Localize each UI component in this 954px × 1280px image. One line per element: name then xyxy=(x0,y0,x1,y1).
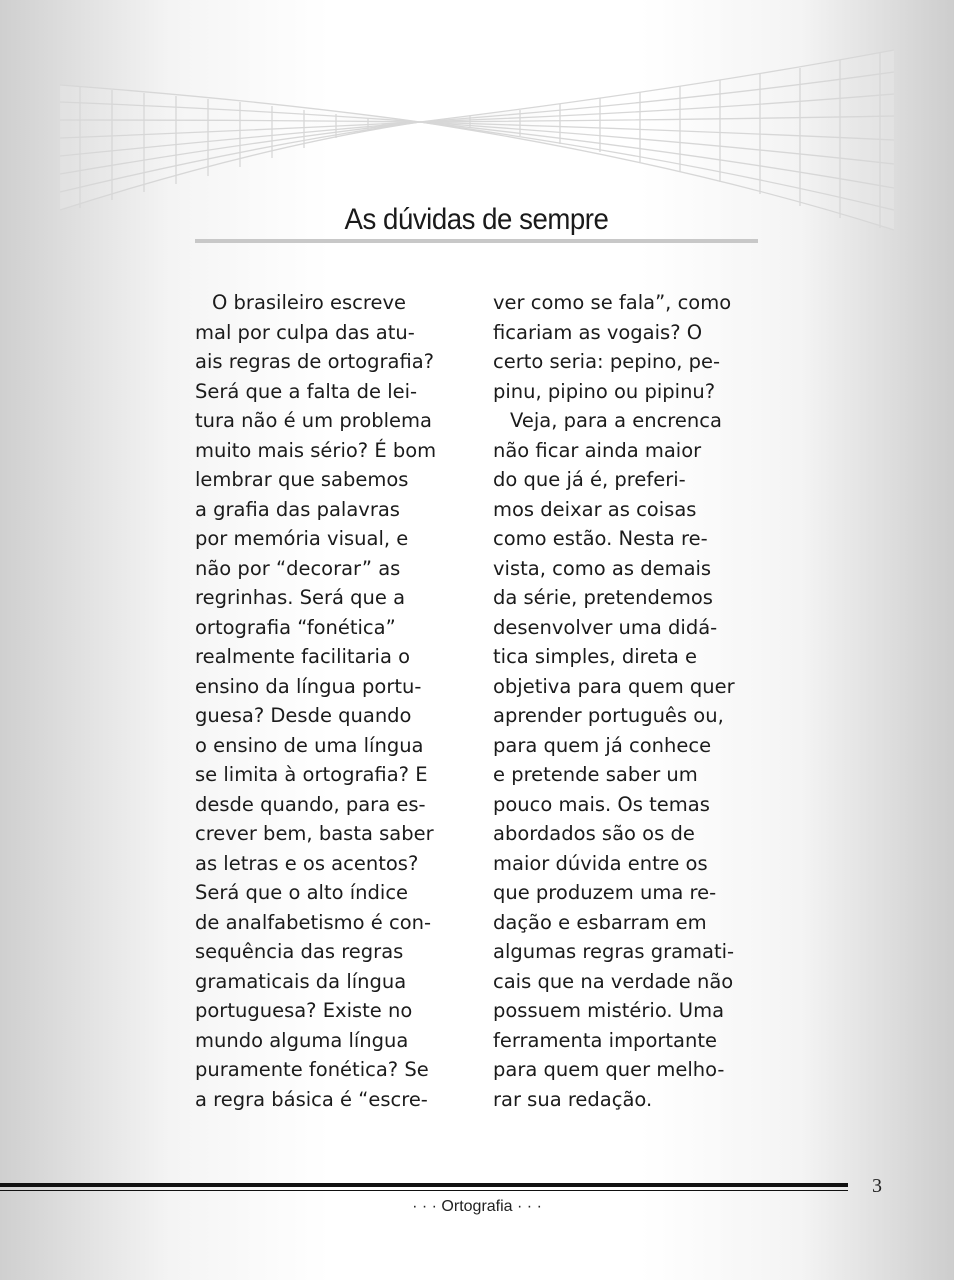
text-line: pouco mais. Os temas xyxy=(493,792,710,816)
text-line: Será que a falta de lei- xyxy=(195,379,418,403)
text-line: dação e esbarram em xyxy=(493,910,707,934)
text-line: portuguesa? Existe no xyxy=(195,999,413,1022)
text-line: mos deixar as coisas xyxy=(493,497,697,521)
text-line: muito mais sério? É bom xyxy=(195,438,437,462)
footer-rule-thin xyxy=(0,1190,848,1191)
text-line: abordados são os de xyxy=(493,822,695,845)
text-line: objetiva para quem quer xyxy=(493,674,735,698)
text-line: certo seria: pepino, pe- xyxy=(493,350,721,373)
text-line: cais que na verdade não xyxy=(493,969,734,993)
text-line: desenvolver uma didá- xyxy=(493,615,718,639)
text-line: não ficar ainda maior xyxy=(493,438,702,462)
text-line: puramente fonética? Se xyxy=(195,1058,429,1081)
text-line: regrinhas. Será que a xyxy=(195,586,406,609)
title-underline xyxy=(195,239,758,243)
text-line: para quem quer melho- xyxy=(493,1058,725,1081)
text-line: mal por culpa das atu- xyxy=(195,320,415,344)
text-line: tica simples, direta e xyxy=(493,645,698,668)
text-line: não por “decorar” as xyxy=(195,556,401,580)
page-title: As dúvidas de sempre xyxy=(344,203,609,236)
text-line: rar sua redação. xyxy=(493,1087,653,1111)
text-line: ais regras de ortografia? xyxy=(195,350,435,373)
text-line: ortografia “fonética” xyxy=(195,615,396,639)
text-line: desde quando, para es- xyxy=(195,792,426,816)
text-line: e pretende saber um xyxy=(493,763,698,786)
text-line: da série, pretendemos xyxy=(493,586,713,609)
text-line: algumas regras gramati- xyxy=(493,940,735,963)
text-line: ferramenta importante xyxy=(493,1028,717,1052)
text-line: a grafia das palavras xyxy=(195,497,400,521)
text-line: como estão. Nesta re- xyxy=(493,527,708,550)
text-line: a regra básica é “escre- xyxy=(195,1087,428,1111)
text-line: as letras e os acentos? xyxy=(195,851,419,875)
text-line: guesa? Desde quando xyxy=(195,704,412,727)
text-line: do que já é, preferi- xyxy=(493,468,686,491)
text-line: possuem mistério. Uma xyxy=(493,999,725,1022)
text-line: ensino da língua portu- xyxy=(195,674,422,698)
text-line: de analfabetismo é con- xyxy=(195,910,432,934)
text-line: tura não é um problema xyxy=(195,409,432,432)
footer-rule xyxy=(0,1183,848,1187)
text-column-right xyxy=(493,288,763,1114)
footer-section-label: · · · Ortografia · · · xyxy=(412,1198,542,1215)
text-line: mundo alguma língua xyxy=(195,1028,409,1052)
text-line: realmente facilitaria o xyxy=(195,645,411,668)
text-line: maior dúvida entre os xyxy=(493,851,708,875)
text-line: por memória visual, e xyxy=(195,527,409,550)
text-line: o ensino de uma língua xyxy=(195,733,424,757)
text-line: ver como se fala”, como xyxy=(493,291,732,314)
text-line: pinu, pipino ou pipinu? xyxy=(493,379,716,403)
text-line: aprender português ou, xyxy=(493,704,724,727)
text-line: Será que o alto índice xyxy=(195,881,409,904)
text-line: se limita à ortografia? E xyxy=(195,763,428,786)
text-line: sequência das regras xyxy=(195,940,404,963)
text-line: lembrar que sabemos xyxy=(195,468,409,491)
text-line: O brasileiro escreve xyxy=(212,291,407,314)
text-line: vista, como as demais xyxy=(493,556,712,580)
text-line: crever bem, basta saber xyxy=(195,822,434,845)
text-line: que produzem uma re- xyxy=(493,881,717,904)
page-number: 3 xyxy=(872,1175,882,1197)
text-line: gramaticais da língua xyxy=(195,969,407,993)
text-column-left xyxy=(195,288,465,1114)
text-line: para quem já conhece xyxy=(493,733,712,757)
text-line: ficariam as vogais? O xyxy=(493,320,703,344)
text-line: Veja, para a encrenca xyxy=(510,409,722,432)
